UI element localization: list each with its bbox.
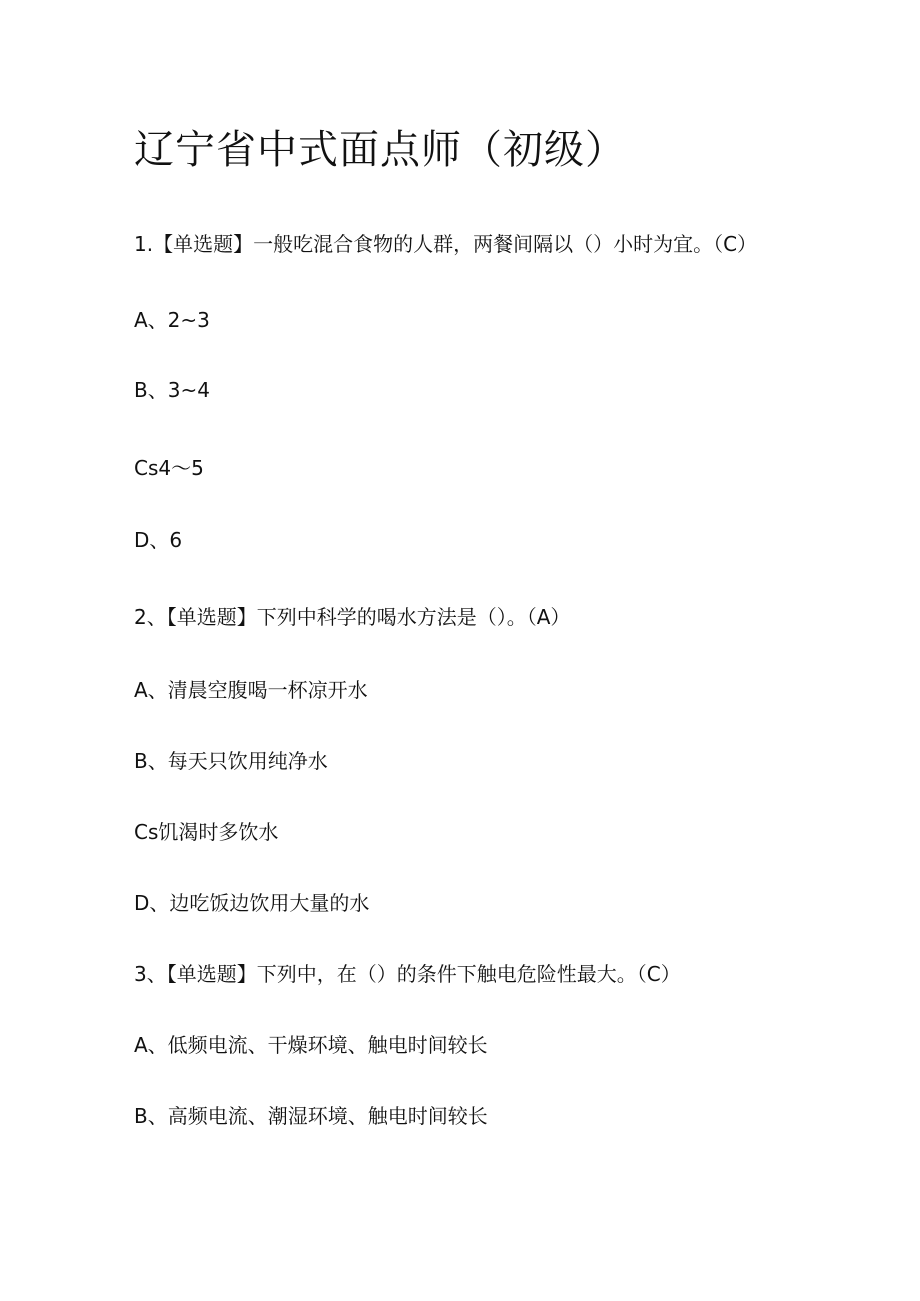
question-2-option-b: B、每天只饮用纯净水 <box>134 749 328 773</box>
document-title: 辽宁省中式面点师（初级） <box>134 127 626 173</box>
question-1-option-d: D、6 <box>134 528 183 552</box>
question-2-option-c: Cs饥渴时多饮水 <box>134 820 279 844</box>
question-1-option-b: B、3~4 <box>134 378 210 402</box>
question-3-option-b: B、高频电流、潮湿环境、触电时间较长 <box>134 1104 488 1128</box>
question-1-option-c: Cs4～5 <box>134 456 204 480</box>
question-2-option-d: D、边吃饭边饮用大量的水 <box>134 891 370 915</box>
question-2-text: 2、【单选题】下列中科学的喝水方法是（）。（A） <box>134 605 571 629</box>
question-3-text: 3、【单选题】下列中，在（）的条件下触电危险性最大。（C） <box>134 962 681 986</box>
question-1-option-a: A、2~3 <box>134 308 210 332</box>
question-2-option-a: A、清晨空腹喝一杯凉开水 <box>134 678 368 702</box>
question-1-text: 1.【单选题】一般吃混合食物的人群，两餐间隔以（）小时为宜。（C） <box>134 232 758 256</box>
question-3-option-a: A、低频电流、干燥环境、触电时间较长 <box>134 1033 488 1057</box>
